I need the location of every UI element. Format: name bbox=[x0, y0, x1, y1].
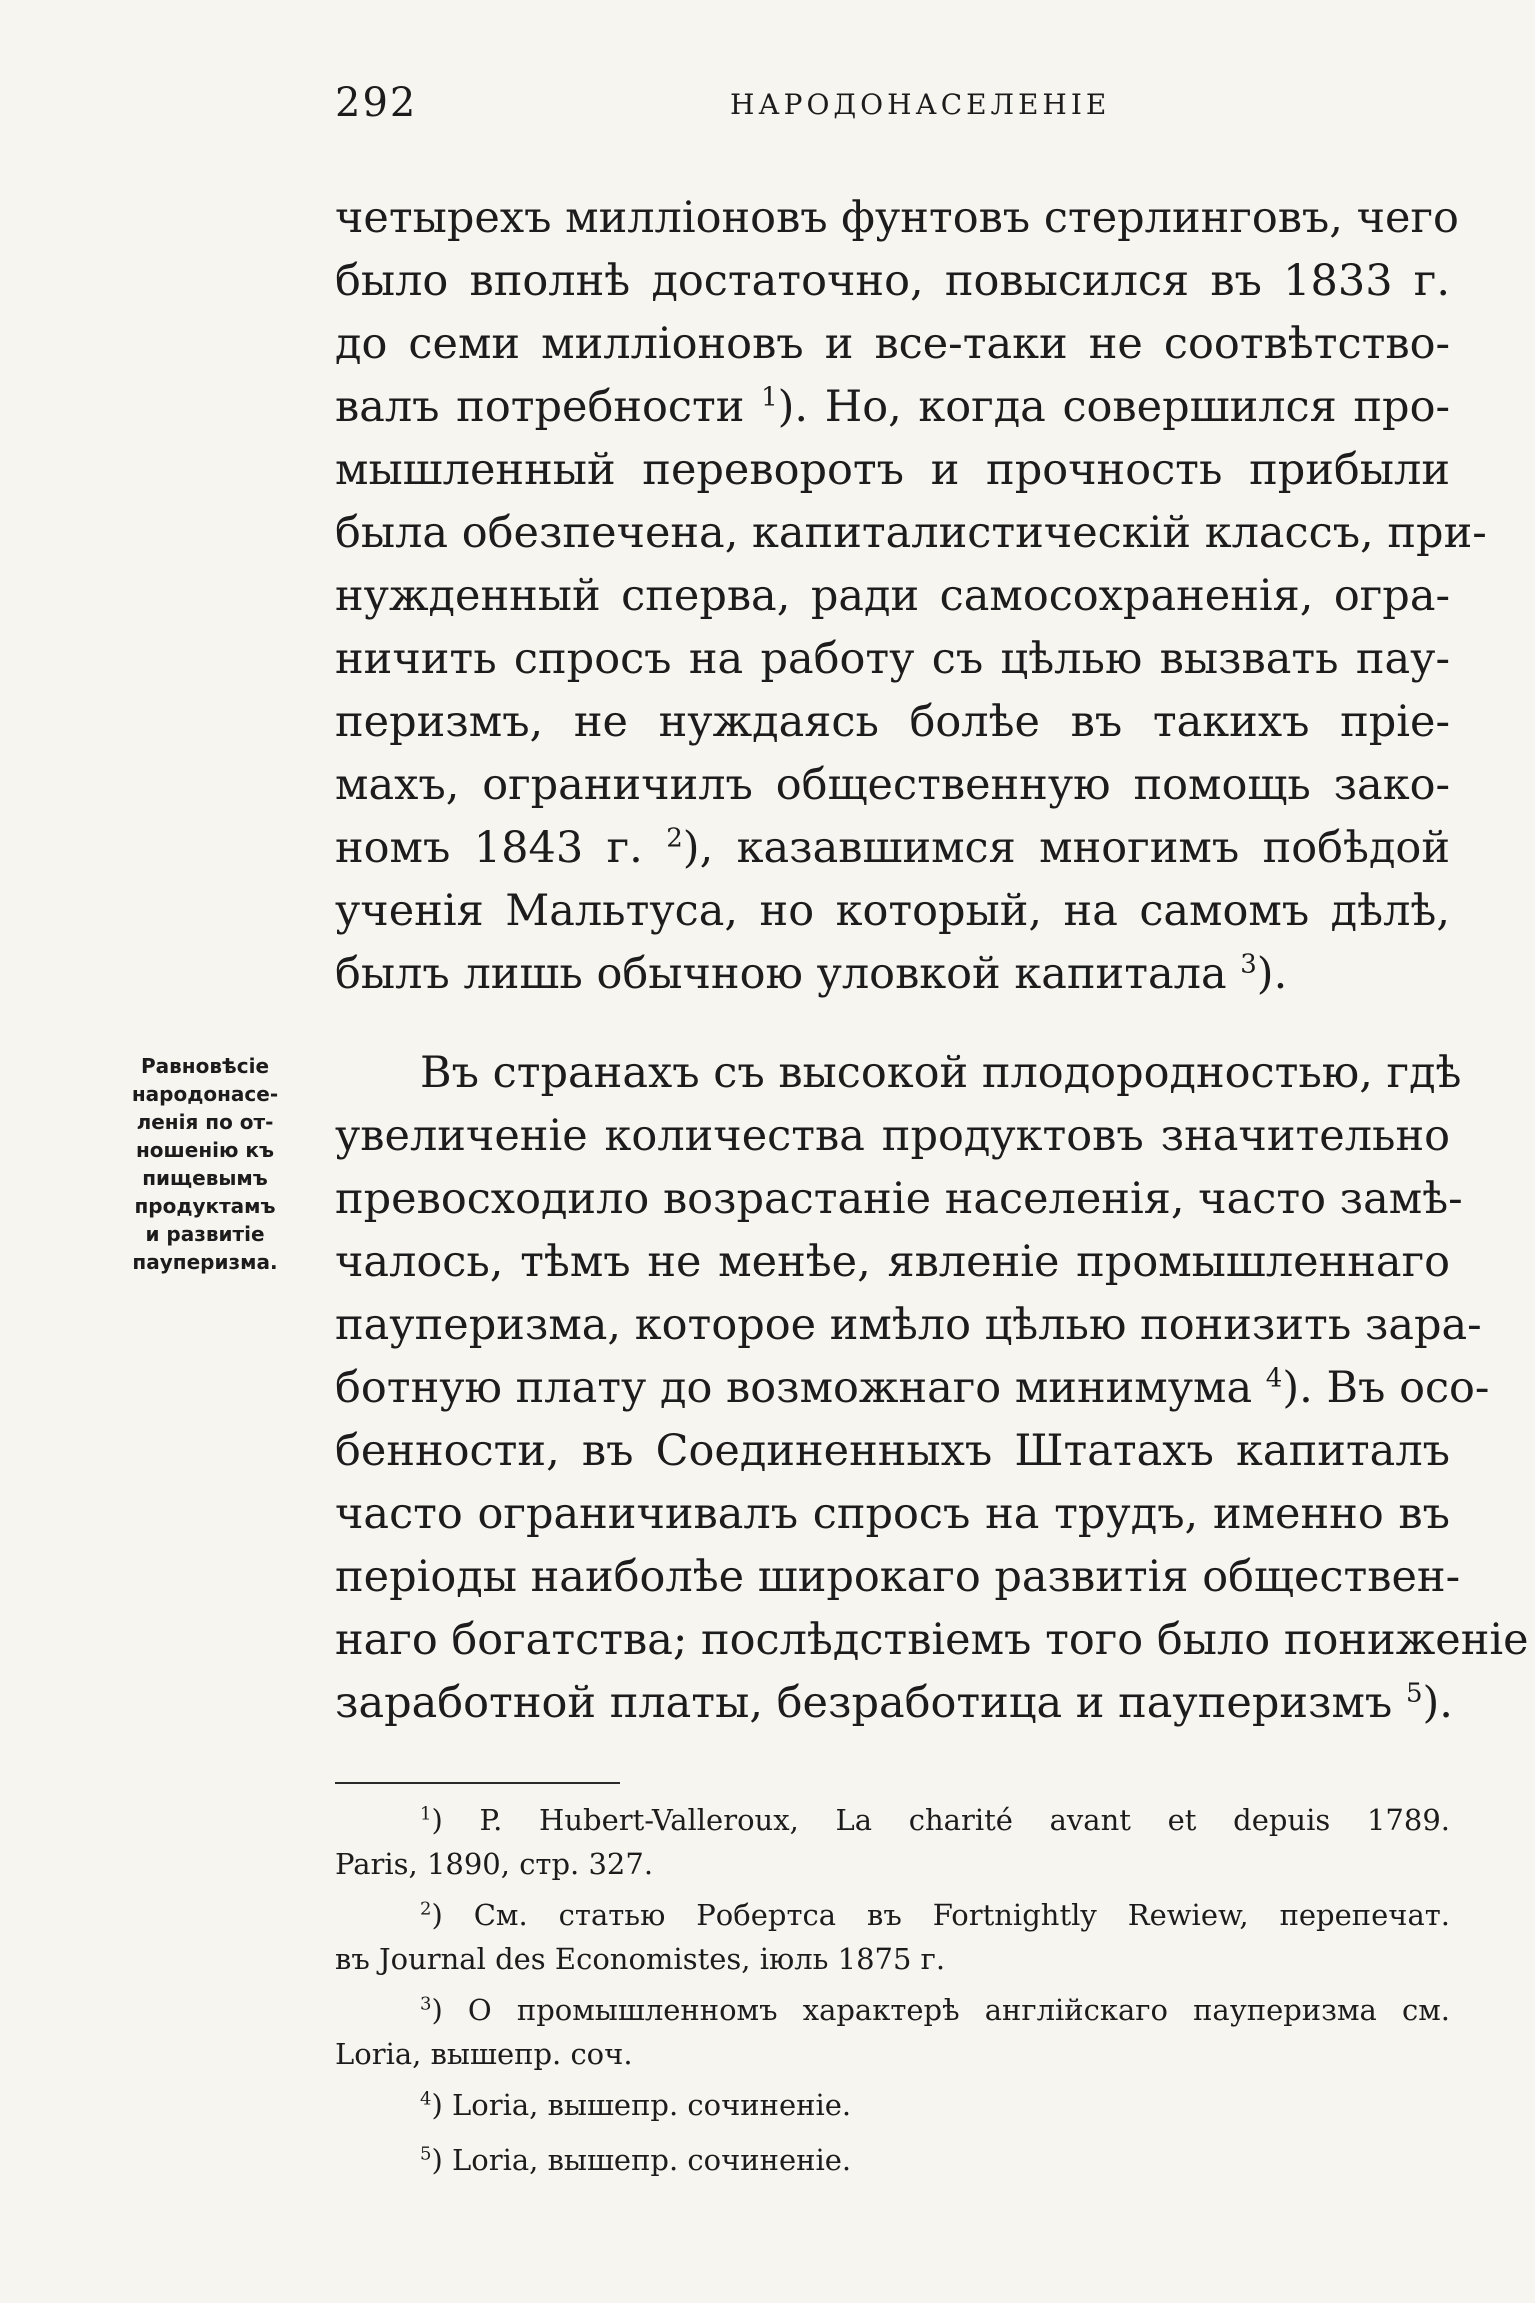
footnote-ref: 1 bbox=[761, 382, 778, 413]
footnote-line: Paris, 1890, стр. 327. bbox=[335, 1847, 654, 1881]
text-line: ничить спросъ на работу съ цѣлью вызвать пау- bbox=[335, 634, 1450, 684]
text-segment: номъ 1843 г. bbox=[335, 823, 643, 873]
text-line: до семи милліоновъ и все-таки не соотвѣтство- bbox=[335, 319, 1450, 369]
text-segment: ). Но, когда совершился про- bbox=[777, 382, 1450, 432]
text-segment: ), казавшимся многимъ побѣдой bbox=[682, 823, 1450, 873]
text-line: было вполнѣ достаточно, повысился въ 1833 г. bbox=[335, 256, 1450, 306]
text-line: перизмъ, не нуждаясь болѣе въ такихъ пріе- bbox=[335, 697, 1450, 747]
text-segment: ) P. Hubert-Valleroux, La charité avant et depuis 1789. bbox=[431, 1803, 1450, 1837]
text-segment: валъ потребности bbox=[335, 382, 745, 432]
footnote-marker: 2 bbox=[420, 1898, 432, 1920]
text-segment: ). Въ осо- bbox=[1282, 1363, 1490, 1413]
text-segment: ботную плату до возможнаго минимума bbox=[335, 1363, 1253, 1413]
footnote-line bbox=[420, 1895, 1450, 1935]
margin-note-line: народонасе- bbox=[131, 1082, 279, 1106]
text-segment: былъ лишь обычною уловкой капитала bbox=[335, 949, 1227, 999]
footnote-line bbox=[420, 2140, 851, 2180]
text-segment: ). bbox=[1422, 1678, 1453, 1728]
margin-note-line: и развитіе bbox=[145, 1222, 265, 1246]
margin-note-line: продуктамъ bbox=[134, 1194, 276, 1218]
text-line: нужденный сперва, ради самосохраненія, огра- bbox=[335, 571, 1450, 621]
text-line bbox=[335, 379, 1450, 435]
text-line: ученія Мальтуса, но который, на самомъ дѣлѣ, bbox=[335, 886, 1450, 936]
text-line: увеличеніе количества продуктовъ значительно bbox=[335, 1111, 1450, 1161]
text-line bbox=[335, 1360, 1490, 1416]
text-line: бенности, въ Соединенныхъ Штатахъ капиталъ bbox=[335, 1426, 1450, 1476]
text-line: пауперизма, которое имѣло цѣлью понизить зара- bbox=[335, 1300, 1482, 1350]
footnote-line: Loria, вышепр. соч. bbox=[335, 2037, 633, 2071]
text-line bbox=[335, 820, 1450, 876]
footnote-marker: 3 bbox=[420, 1993, 432, 2015]
margin-note-line: пауперизма. bbox=[132, 1250, 278, 1274]
text-line bbox=[335, 946, 1287, 1002]
footnote-line: въ Journal des Economistes, іюль 1875 г. bbox=[335, 1942, 946, 1976]
running-head: НАРОДОНАСЕЛЕНІЕ bbox=[730, 88, 1111, 121]
text-segment: ) См. статью Робертса въ Fortnightly Rewiew, перепечат. bbox=[431, 1898, 1450, 1932]
text-line: мышленный переворотъ и прочность прибыли bbox=[335, 445, 1450, 495]
text-segment: ) Loria, вышепр. сочиненіе. bbox=[431, 2088, 852, 2122]
text-line: періоды наиболѣе широкаго развитія обществен- bbox=[335, 1552, 1461, 1602]
footnote-marker: 4 bbox=[420, 2088, 432, 2110]
text-segment: заработной платы, безработица и пауперизмъ bbox=[335, 1678, 1393, 1728]
text-segment: ). bbox=[1256, 949, 1288, 999]
margin-note-line: ленія по от- bbox=[136, 1110, 274, 1134]
footnote-line bbox=[420, 1990, 1450, 2030]
footnote-marker: 5 bbox=[420, 2143, 432, 2165]
margin-note-line: ношенію къ bbox=[135, 1138, 275, 1162]
text-line: Въ странахъ съ высокой плодородностью, гдѣ bbox=[420, 1048, 1462, 1098]
text-segment: ) О промышленномъ характерѣ англійскаго пауперизма см. bbox=[431, 1993, 1450, 2027]
footnote-marker: 1 bbox=[420, 1803, 432, 1825]
text-line: наго богатства; послѣдствіемъ того было пониженіе bbox=[335, 1615, 1529, 1665]
page-number: 292 bbox=[335, 80, 418, 126]
footnote-line bbox=[420, 1800, 1450, 1840]
text-line: часто ограничивалъ спросъ на трудъ, именно въ bbox=[335, 1489, 1450, 1539]
margin-note bbox=[100, 1052, 310, 1276]
footnote-ref: 2 bbox=[666, 823, 683, 854]
margin-note-line: Равновѣсіе bbox=[140, 1054, 270, 1078]
footnote-line bbox=[420, 2085, 851, 2125]
footnote-ref: 4 bbox=[1265, 1363, 1283, 1394]
text-line: четырехъ милліоновъ фунтовъ стерлинговъ, чего bbox=[335, 193, 1459, 243]
text-line bbox=[335, 1675, 1453, 1731]
footnote-ref: 5 bbox=[1405, 1678, 1423, 1709]
footnote-rule bbox=[335, 1782, 620, 1784]
text-line: была обезпечена, капиталистическій классъ, при- bbox=[335, 508, 1487, 558]
text-line: махъ, ограничилъ общественную помощь зако- bbox=[335, 760, 1450, 810]
text-line: чалось, тѣмъ не менѣе, явленіе промышленнаго bbox=[335, 1237, 1450, 1287]
text-line: превосходило возрастаніе населенія, часто замѣ- bbox=[335, 1174, 1463, 1224]
footnote-ref: 3 bbox=[1240, 949, 1257, 980]
text-segment: ) Loria, вышепр. сочиненіе. bbox=[431, 2143, 852, 2177]
margin-note-line: пищевымъ bbox=[142, 1166, 268, 1190]
